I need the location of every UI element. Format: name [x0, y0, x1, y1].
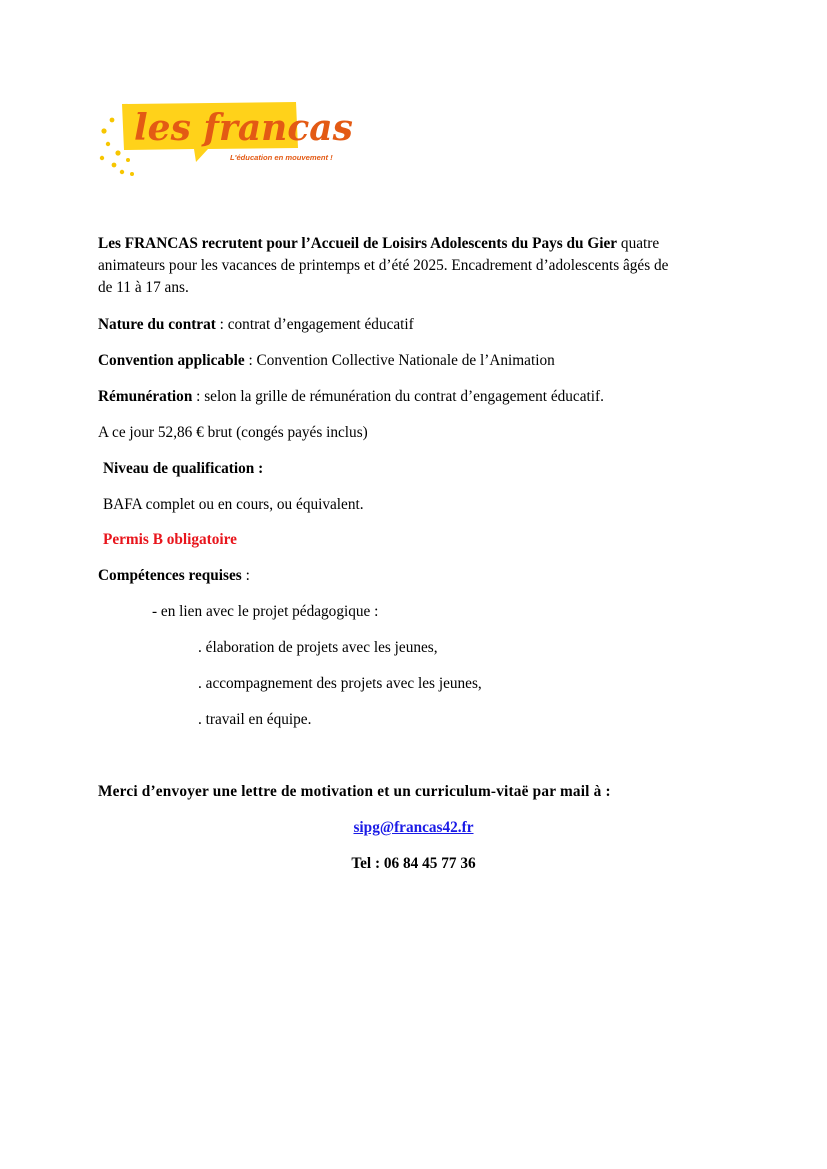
intro-line1-rest: quatre — [617, 235, 660, 252]
contract-value: : contrat d’engagement éducatif — [215, 316, 414, 333]
skills-lead: - en lien avec le projet pédagogique : — [152, 603, 379, 620]
logo-tagline: L'éducation en mouvement ! — [230, 153, 333, 162]
intro-line3: de 11 à 17 ans. — [98, 279, 189, 296]
contact-call: Merci d’envoyer une lettre de motivation et un curriculum-vitaë par mail à : — [98, 783, 611, 800]
qualification-label: Niveau de qualification : — [103, 460, 264, 477]
contact-email-line — [0, 817, 827, 839]
remuneration-value: : selon la grille de rémunération du contrat d’engagement éducatif. — [192, 388, 604, 405]
logo-brand-text: les francas — [134, 107, 353, 149]
skills-item: . travail en équipe. — [198, 711, 312, 728]
contact-phone: Tel : 06 84 45 77 36 — [351, 855, 476, 872]
rate-line: A ce jour 52,86 € brut (congés payés inclus) — [98, 424, 368, 441]
intro-paragraph — [98, 233, 723, 299]
contract-label: Nature du contrat — [98, 316, 216, 333]
contact-email-link[interactable]: sipg@francas42.fr — [353, 819, 474, 836]
convention-label: Convention applicable — [98, 352, 245, 369]
contract-line — [98, 314, 414, 336]
intro-line2: animateurs pour les vacances de printemps et d’été 2025. Encadrement d’adolescents âgés de — [98, 257, 669, 274]
skills-item: . accompagnement des projets avec les jeunes, — [198, 675, 482, 692]
license-requirement: Permis B obligatoire — [103, 531, 237, 548]
qualification-value: BAFA complet ou en cours, ou équivalent. — [103, 496, 364, 513]
skills-line — [98, 565, 250, 587]
skills-item: . élaboration de projets avec les jeunes, — [198, 639, 438, 656]
skills-label: Compétences requises — [98, 567, 242, 584]
remuneration-label: Rémunération — [98, 388, 193, 405]
convention-line — [98, 350, 555, 372]
intro-bold-heading: Les FRANCAS recrutent pour l’Accueil de Loisirs Adolescents du Pays du Gier — [98, 235, 618, 252]
convention-value: : Convention Collective Nationale de l’Animation — [244, 352, 555, 369]
skills-suffix: : — [241, 567, 250, 584]
francas-logo — [96, 98, 353, 180]
remuneration-line — [98, 386, 604, 408]
